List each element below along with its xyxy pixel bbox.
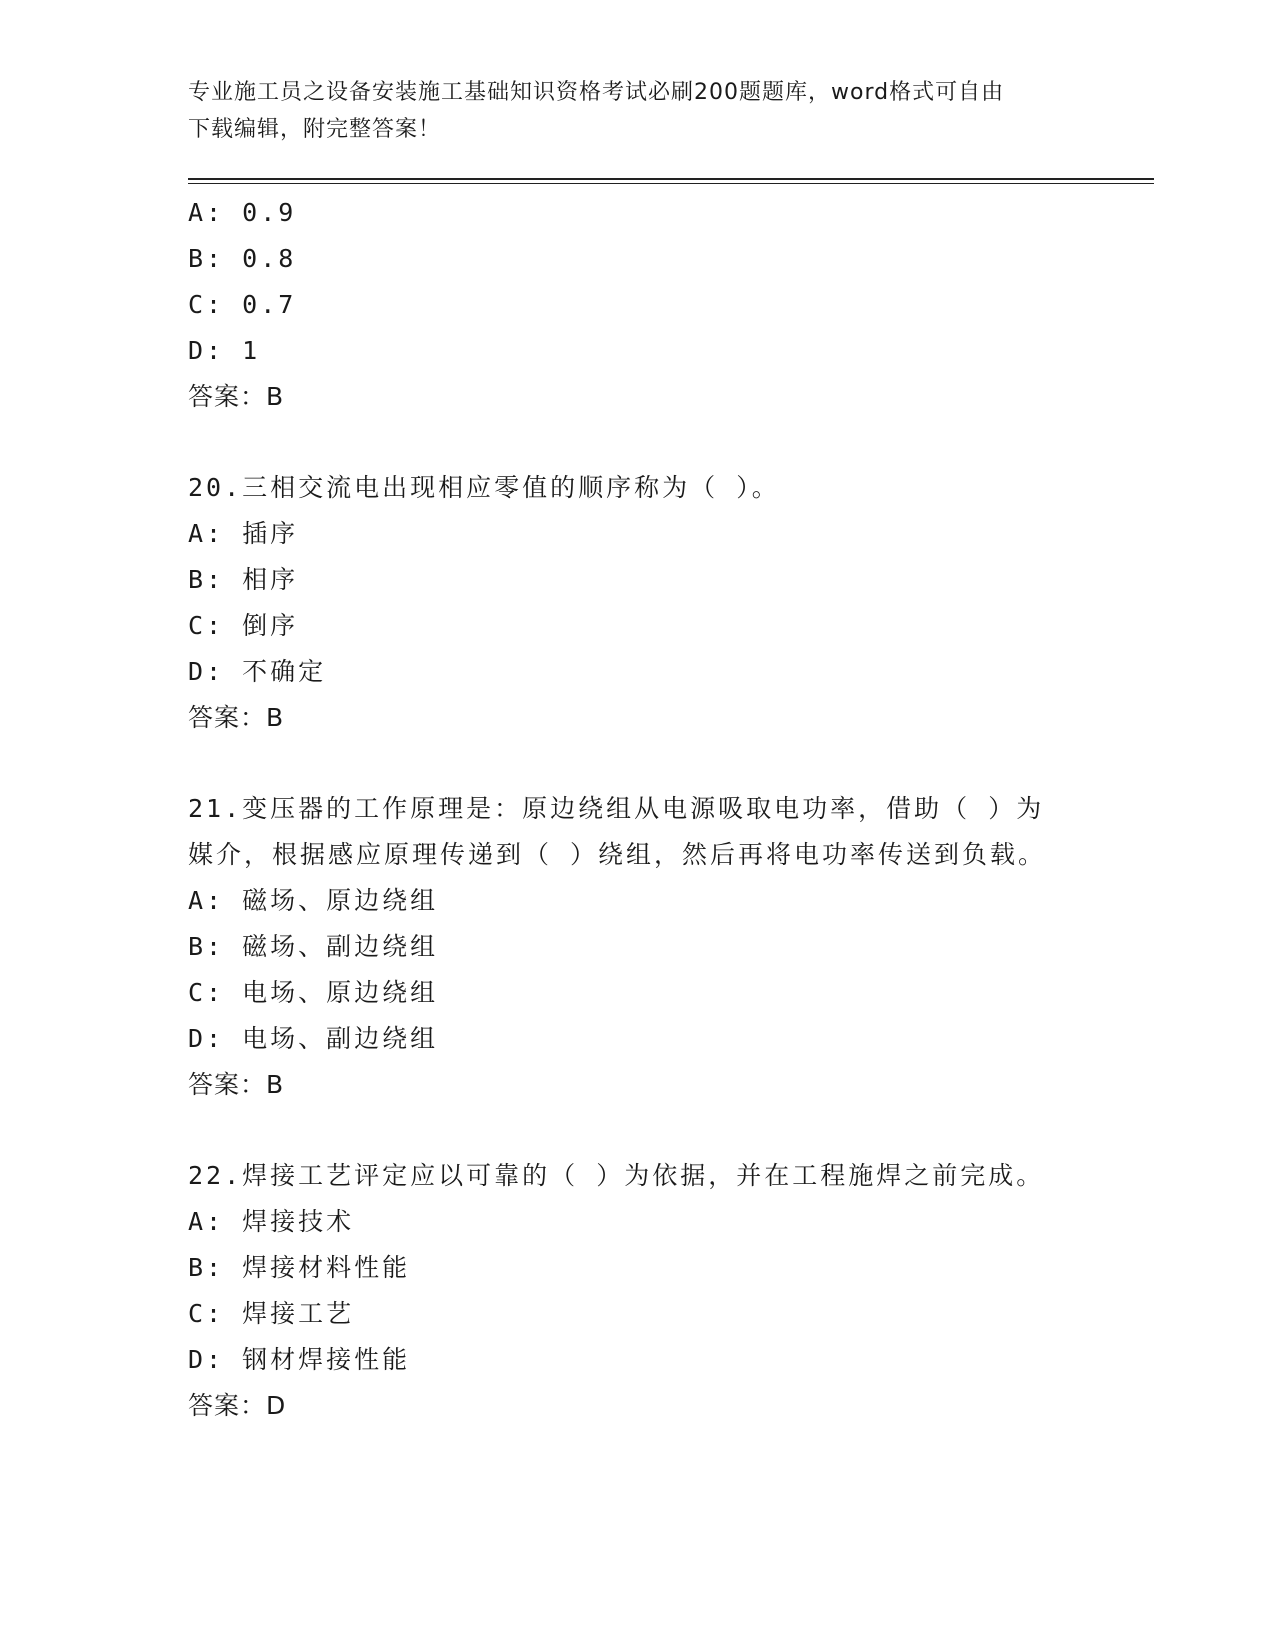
- spacer: [188, 741, 1088, 786]
- header-line-2: 下载编辑，附完整答案！: [188, 117, 442, 142]
- option-c: C: 倒序: [188, 611, 299, 640]
- question-text: 20.三相交流电出现相应零值的顺序称为（ ）。: [188, 473, 780, 502]
- header-line-1: 专业施工员之设备安装施工基础知识资格考试必刷200题题库，word格式可自由: [188, 80, 1005, 105]
- document-header: [188, 74, 1088, 148]
- option-a: A: 0.9: [188, 198, 297, 227]
- option-a: A: 插序: [188, 519, 299, 548]
- question-text: 21.变压器的工作原理是：原边绕组从电源吸取电功率，借助（ ）为: [188, 794, 1045, 823]
- option-c: C: 0.7: [188, 290, 297, 319]
- question-text-continued: 媒介，根据感应原理传递到（ ）绕组，然后再将电功率传送到负载。: [188, 840, 1047, 869]
- answer-line: 答案：B: [188, 1070, 285, 1099]
- option-a: A: 磁场、原边绕组: [188, 886, 439, 915]
- option-d: D: 钢材焊接性能: [188, 1345, 411, 1374]
- option-d: D: 1: [188, 336, 261, 365]
- question-block-21: [188, 786, 1088, 1108]
- answer-line: 答案：B: [188, 703, 285, 732]
- spacer: [188, 420, 1088, 465]
- answer-line: 答案：D: [188, 1391, 287, 1420]
- question-list: [188, 190, 1088, 1429]
- option-b: B: 0.8: [188, 244, 297, 273]
- option-a: A: 焊接技术: [188, 1207, 355, 1236]
- question-block-19: [188, 190, 1088, 420]
- option-c: C: 焊接工艺: [188, 1299, 355, 1328]
- question-block-22: [188, 1153, 1088, 1429]
- option-d: D: 不确定: [188, 657, 327, 686]
- option-c: C: 电场、原边绕组: [188, 978, 439, 1007]
- header-rule-thin: [188, 183, 1154, 184]
- question-text: 22.焊接工艺评定应以可靠的（ ）为依据，并在工程施焊之前完成。: [188, 1161, 1045, 1190]
- spacer: [188, 1108, 1088, 1153]
- option-b: B: 磁场、副边绕组: [188, 932, 439, 961]
- header-rule-thick: [188, 178, 1154, 180]
- option-b: B: 焊接材料性能: [188, 1253, 411, 1282]
- option-d: D: 电场、副边绕组: [188, 1024, 439, 1053]
- answer-line: 答案：B: [188, 382, 285, 411]
- question-block-20: [188, 465, 1088, 741]
- option-b: B: 相序: [188, 565, 299, 594]
